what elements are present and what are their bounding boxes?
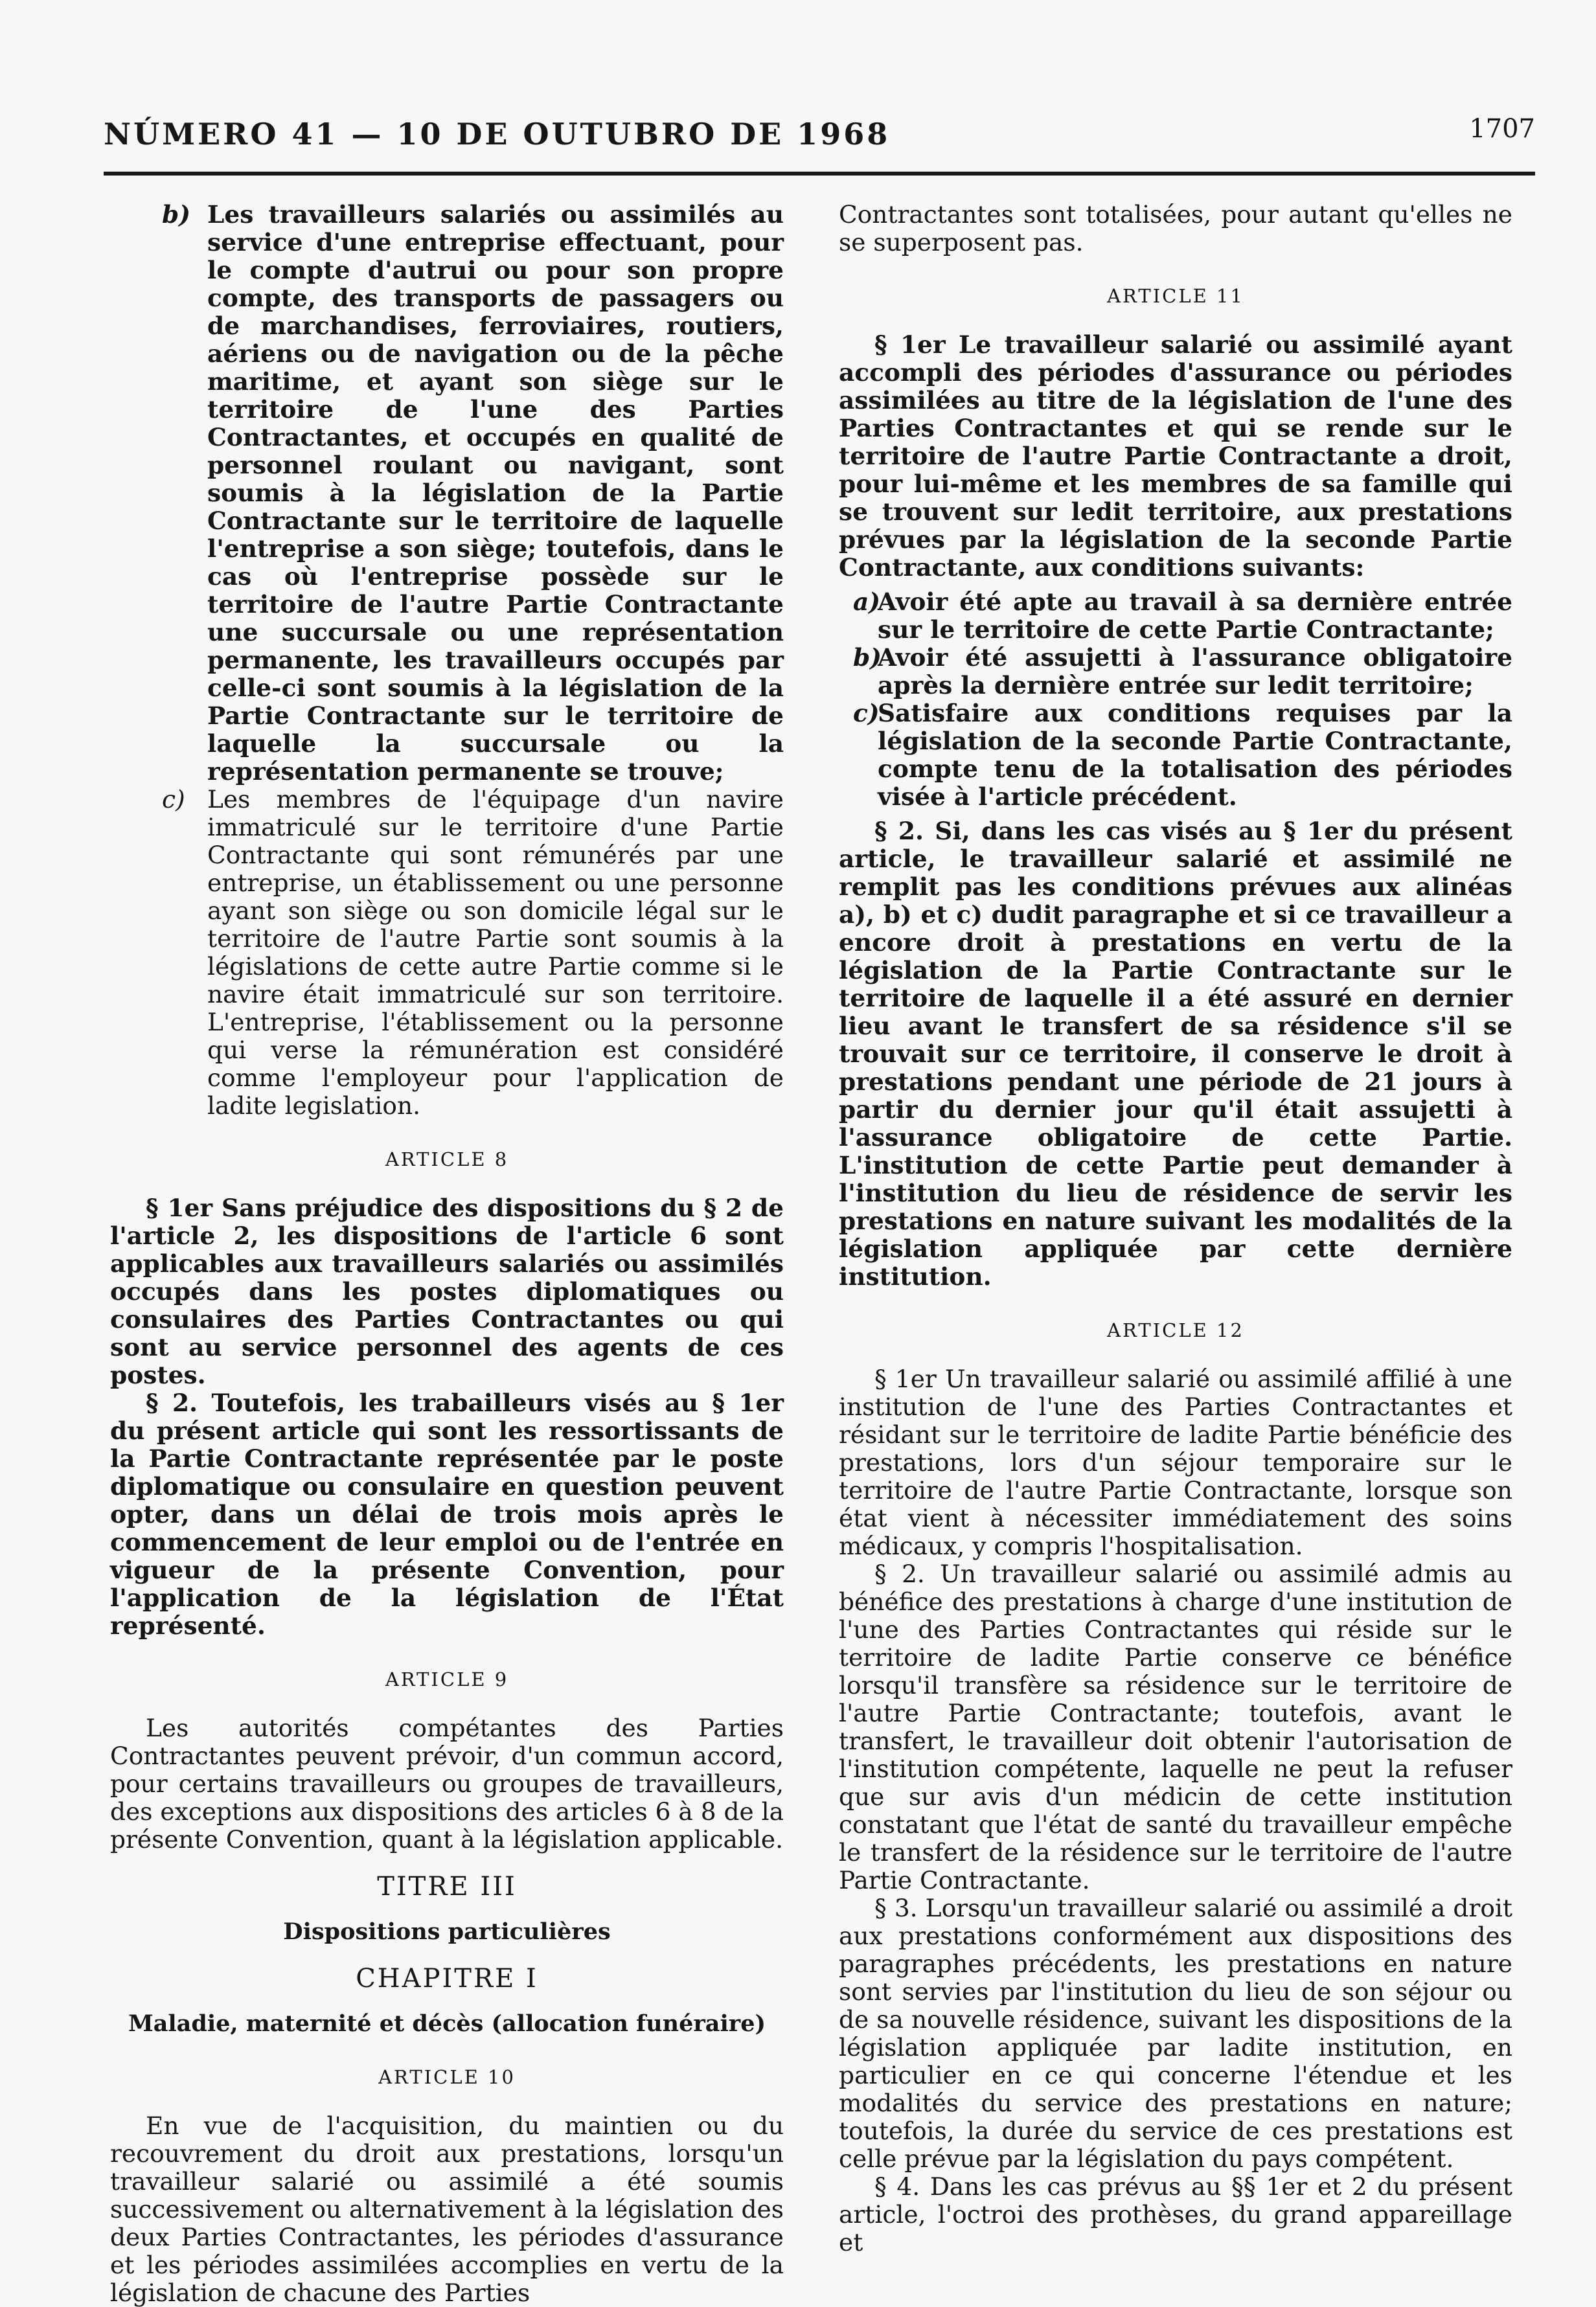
article-8-paragraph-1: § 1er Sans préjudice des dispositions du § 2 de l'article 2, les dispositions de l'article 6 sont applicables aux travailleurs salariés ou assimilés occupés dans les postes diplomatiques ou consulaires des Parties Contractantes ou qui sont au service personnel des agents de ces postes. bbox=[110, 1194, 784, 1389]
title-heading: TITRE III bbox=[377, 1872, 517, 1902]
item-text: Avoir été assujetti à l'assurance obligatoire après la dernière entrée sur ledit territoire; bbox=[878, 643, 1512, 699]
article-12-heading: ARTICLE 12 bbox=[1107, 1319, 1244, 1341]
header-rule bbox=[104, 172, 1535, 176]
article-12-paragraph-2: § 2. Un travailleur salarié ou assimilé admis au bénéfice des prestations à charge d'une institution de l'une des Parties Contractantes qui réside sur le territoire de ladite Partie conserve ce bénéfice lorsqu'il transfère sa résidence sur le territoire de l'autre Partie Contractante; toutefois, avant le transfert, le travailleur doit obtenir l'autorisation de l'institution compétente, laquelle ne peut la refuser que sur avis d'un médicin de cette institution constatant que l'état de santé du travailleur empêche le transfert de la résidence sur le territoire de l'autre Partie Contractante. bbox=[839, 1560, 1512, 1894]
page-number: 1707 bbox=[1469, 114, 1535, 144]
item-marker: c) bbox=[162, 785, 185, 813]
article-9-heading: ARTICLE 9 bbox=[385, 1668, 509, 1690]
list-item-b bbox=[110, 201, 784, 786]
condition-c bbox=[839, 699, 1512, 811]
article-8-heading: ARTICLE 8 bbox=[385, 1148, 509, 1170]
gazette-issue-title: NÚMERO 41 — 10 DE OUTUBRO DE 1968 bbox=[104, 117, 891, 152]
title-subheading: Dispositions particulières bbox=[283, 1918, 611, 1945]
right-column bbox=[839, 201, 1512, 2256]
article-12-paragraph-4: § 4. Dans les cas prévus au §§ 1er et 2 du présent article, l'octroi des prothèses, du grand appareillage et bbox=[839, 2172, 1512, 2256]
item-marker: c) bbox=[853, 699, 880, 727]
item-text: Avoir été apte au travail à sa dernière entrée sur le territoire de cette Partie Contractante; bbox=[878, 587, 1512, 644]
article-10-heading: ARTICLE 10 bbox=[378, 2066, 516, 2088]
article-12-paragraph-1: § 1er Un travailleur salarié ou assimilé affilié à une institution de l'une des Parties Contractantes et résidant sur le territoire de ladite Partie bénéficie des prestations, lors d'un séjour temporaire sur le territoire de l'autre Partie Contractante, lorsque son état vient à nécessiter immédiatement des soins médicaux, y compris l'hospitalisation. bbox=[839, 1365, 1512, 1560]
item-text: Les membres de l'équipage d'un navire immatriculé sur le territoire d'une Partie Contractante qui sont rémunérés par une entreprise, un établissement ou une personne ayant son siège ou son domicile légal sur le territoire de l'autre Partie sont soumis à la législations de cette autre Partie comme si le navire était immatriculé sur son territoire. L'entreprise, l'établissement ou la personne qui verse la rémunération est considéré comme l'employeur pour l'application de ladite legislation. bbox=[207, 785, 784, 1120]
item-text: Satisfaire aux conditions requises par la législation de la seconde Partie Contractante, compte tenu de la totalisation des périodes visée à l'article précédent. bbox=[878, 699, 1512, 811]
article-11-heading: ARTICLE 11 bbox=[1107, 285, 1244, 307]
list-item-c bbox=[110, 786, 784, 1120]
item-marker: b) bbox=[853, 643, 882, 672]
condition-b bbox=[839, 644, 1512, 699]
article-11-paragraph-2: § 2. Si, dans les cas visés au § 1er du présent article, le travailleur salarié et assimilé ne remplit pas les conditions prévues aux alinéas a), b) et c) dudit paragraphe et si ce travailleur a encore droit à prestations en vertu de la législation de la Partie Contractante sur le territoire de laquelle il a été assuré en dernier lieu avant le transfert de sa résidence s'il se trouvait sur ce territoire, il conserve le droit à prestations pendant une période de 21 jours à partir du dernier jour qu'il était assujetti à l'assurance obligatoire de cette Partie. L'institution de cette Partie peut demander à l'institution du lieu de résidence de servir les prestations en nature suivant les modalités de la législation appliquée par cette dernière institution. bbox=[839, 817, 1512, 1291]
item-marker: a) bbox=[853, 587, 881, 616]
condition-a bbox=[839, 588, 1512, 644]
page-header bbox=[104, 97, 1535, 155]
left-column bbox=[110, 201, 784, 2307]
continued-paragraph: Contractantes sont totalisées, pour autant qu'elles ne se superposent pas. bbox=[839, 200, 1512, 256]
article-11-paragraph-1: § 1er Le travailleur salarié ou assimilé ayant accompli des périodes d'assurance ou périodes assimilées au titre de la législation de l'une des Parties Contractantes et qui se rende sur le territoire de l'autre Partie Contractante a droit, pour lui-même et les membres de sa famille qui se trouvent sur ledit territoire, aux prestations prévues par la législation de la seconde Partie Contractante, aux conditions suivants: bbox=[839, 330, 1512, 582]
article-8-paragraph-2: § 2. Toutefois, les trabailleurs visés au § 1er du présent article qui sont les ressortissants de la Partie Contractante représentée par le poste diplomatique ou consulaire en question peuvent opter, dans un délai de trois mois après le commencement de leur emploi ou de l'entrée en vigueur de la présente Convention, pour l'application de la législation de l'État représenté. bbox=[110, 1389, 784, 1640]
item-marker: b) bbox=[162, 200, 190, 229]
article-9-paragraph: Les autorités compétantes des Parties Contractantes peuvent prévoir, d'un commun accord, pour certains travailleurs ou groupes de travailleurs, des exceptions aux dispositions des articles 6 à 8 de la présente Convention, quant à la législation applicable. bbox=[110, 1714, 784, 1854]
item-text: Les travailleurs salariés ou assimilés au service d'une entreprise effectuant, pour le compte d'autrui ou pour son propre compte, des transports de passagers ou de marchandises, ferroviaires, routiers, aériens ou de navigation ou de la pêche maritime, et ayant son siège sur le territoire de l'une des Parties Contractantes, et occupés en qualité de personnel roulant ou navigant, sont soumis à la législation de la Partie Contractante sur le territoire de laquelle l'entreprise a son siège; toutefois, dans le cas où l'entreprise possède sur le territoire de l'autre Partie Contractante une succursale ou une représentation permanente, les travailleurs occupés par celle-ci sont soumis à la législation de la Partie Contractante sur le territoire de laquelle la succursale ou la représentation permanente se trouve; bbox=[207, 200, 784, 786]
chapter-heading: CHAPITRE I bbox=[356, 1964, 538, 1994]
article-12-paragraph-3: § 3. Lorsqu'un travailleur salarié ou assimilé a droit aux prestations conformément aux dispositions des paragraphes précédents, les prestations en nature sont servies par l'institution du lieu de son séjour ou de sa nouvelle résidence, suivant les dispositions de la législation appliquée par ladite institution, en particulier en ce qui concerne l'étendue et les modalités du service des prestations en nature; toutefois, la durée du service de ces prestations est celle prévue par la législation du pays compétent. bbox=[839, 1894, 1512, 2173]
article-10-paragraph: En vue de l'acquisition, du maintien ou du recouvrement du droit aux prestations, lorsqu'un travailleur salarié ou assimilé a été soumis successivement ou alternativement à la législation des deux Parties Contractantes, les périodes d'assurance et les périodes assimilées accomplies en vertu de la législation de chacune des Parties bbox=[110, 2111, 784, 2307]
chapter-subheading: Maladie, maternité et décès (allocation funéraire) bbox=[128, 2010, 766, 2037]
